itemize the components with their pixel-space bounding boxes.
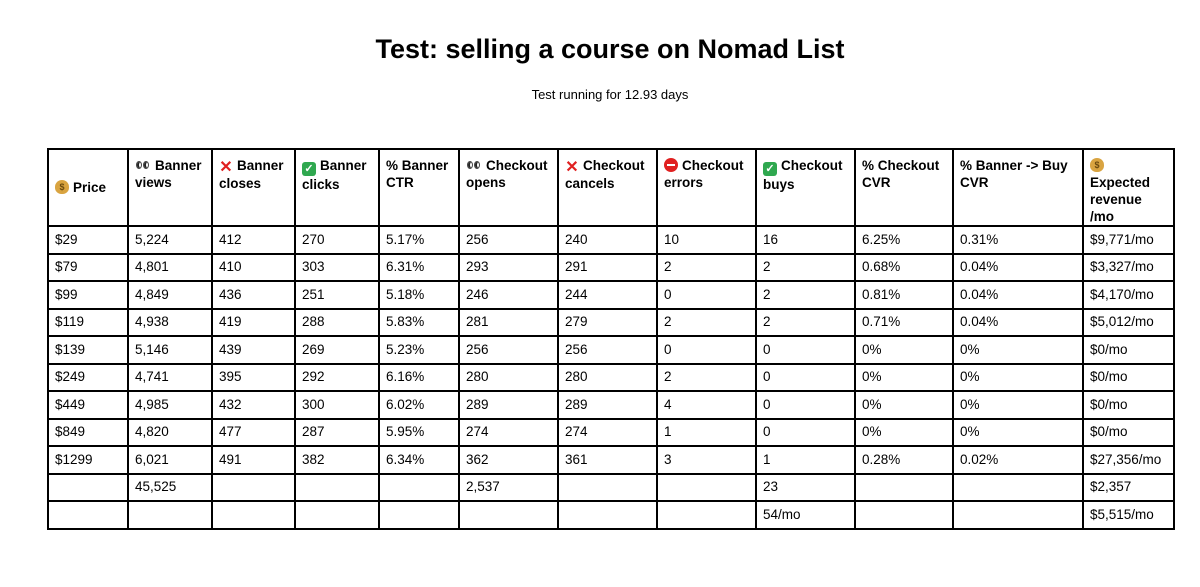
table-cell: 2	[756, 254, 855, 282]
table-cell: $5,515/mo	[1083, 501, 1174, 529]
table-row	[48, 309, 1174, 337]
page-title: Test: selling a course on Nomad List	[375, 34, 845, 64]
no-entry-icon	[664, 158, 678, 172]
table-cell	[295, 474, 379, 502]
table-row	[48, 364, 1174, 392]
table-cell: 436	[212, 281, 295, 309]
table-cell: $0/mo	[1083, 391, 1174, 419]
table-cell: $79	[48, 254, 128, 282]
table-cell: 0	[756, 391, 855, 419]
header-banner-views	[128, 149, 212, 226]
table-monthly-row	[48, 501, 1174, 529]
table-cell: 0%	[855, 336, 953, 364]
table-cell: 419	[212, 309, 295, 337]
table-cell: 274	[459, 419, 558, 447]
table-cell: 5.95%	[379, 419, 459, 447]
table-cell: 303	[295, 254, 379, 282]
table-cell: 0.31%	[953, 226, 1083, 254]
table-cell: 274	[558, 419, 657, 447]
table-cell: 4,985	[128, 391, 212, 419]
table-cell: $5,012/mo	[1083, 309, 1174, 337]
table-cell: 1	[657, 419, 756, 447]
table-cell: 5.17%	[379, 226, 459, 254]
header-label: Checkout opens	[466, 158, 548, 190]
table-cell: 246	[459, 281, 558, 309]
table-cell: 280	[459, 364, 558, 392]
table-cell: 2,537	[459, 474, 558, 502]
table-cell: 0	[657, 336, 756, 364]
table-cell: 0%	[953, 391, 1083, 419]
table-cell: 491	[212, 446, 295, 474]
header-banner-ctr	[379, 149, 459, 226]
table-cell: 292	[295, 364, 379, 392]
header-banner-buy-cvr	[953, 149, 1083, 226]
header-price	[48, 149, 128, 226]
table-cell: 477	[212, 419, 295, 447]
table-cell: 412	[212, 226, 295, 254]
header-checkout-cvr	[855, 149, 953, 226]
table-cell: $27,356/mo	[1083, 446, 1174, 474]
table-cell: 5.23%	[379, 336, 459, 364]
table-cell: 0	[756, 419, 855, 447]
table-cell	[212, 474, 295, 502]
check-mark-icon: ✓	[763, 162, 777, 176]
table-cell: 2	[657, 364, 756, 392]
table-cell: 2	[657, 254, 756, 282]
table-cell: 251	[295, 281, 379, 309]
header-banner-closes	[212, 149, 295, 226]
table-cell: 4,938	[128, 309, 212, 337]
table-cell: 410	[212, 254, 295, 282]
table-cell: 1	[756, 446, 855, 474]
table-cell	[657, 474, 756, 502]
header-checkout-cancels	[558, 149, 657, 226]
table-cell: 0%	[855, 364, 953, 392]
table-cell: 293	[459, 254, 558, 282]
table-cell: 291	[558, 254, 657, 282]
table-cell	[48, 501, 128, 529]
table-cell: 300	[295, 391, 379, 419]
table-row	[48, 254, 1174, 282]
table-cell	[379, 474, 459, 502]
table-header-row	[48, 149, 1174, 226]
header-expected-revenue	[1083, 149, 1174, 226]
table-row	[48, 336, 1174, 364]
table-cell: 0%	[953, 336, 1083, 364]
table-cell	[379, 501, 459, 529]
table-cell: 270	[295, 226, 379, 254]
table-cell: $0/mo	[1083, 419, 1174, 447]
table-cell: 382	[295, 446, 379, 474]
table-cell: 0.68%	[855, 254, 953, 282]
table-cell: $9,771/mo	[1083, 226, 1174, 254]
table-cell: 287	[295, 419, 379, 447]
table-cell: 3	[657, 446, 756, 474]
table-cell: 5,146	[128, 336, 212, 364]
table-row	[48, 391, 1174, 419]
table-cell: 0	[756, 336, 855, 364]
cross-mark-icon: ✕	[219, 159, 233, 176]
table-cell: $3,327/mo	[1083, 254, 1174, 282]
table-cell: 289	[459, 391, 558, 419]
header-label: % Banner CTR	[386, 158, 449, 190]
header-label: Price	[73, 180, 107, 195]
table-cell: 54/mo	[756, 501, 855, 529]
table-cell: 0%	[855, 419, 953, 447]
table-cell: 6,021	[128, 446, 212, 474]
header-checkout-errors	[657, 149, 756, 226]
table-cell: 2	[657, 309, 756, 337]
header-label: Checkout cancels	[565, 158, 645, 191]
table-body	[48, 226, 1174, 529]
header-label: Checkout buys	[763, 158, 843, 192]
header-label: Checkout errors	[664, 158, 744, 190]
table-cell: 6.16%	[379, 364, 459, 392]
header-checkout-buys	[756, 149, 855, 226]
table-totals-row	[48, 474, 1174, 502]
table-cell	[558, 501, 657, 529]
table-cell: 4	[657, 391, 756, 419]
table-cell: 244	[558, 281, 657, 309]
table-cell	[558, 474, 657, 502]
header-label: Banner views	[135, 158, 202, 190]
table-cell: 0%	[855, 391, 953, 419]
table-cell: 10	[657, 226, 756, 254]
table-cell: 2	[756, 281, 855, 309]
table-cell: $0/mo	[1083, 336, 1174, 364]
table-cell	[953, 501, 1083, 529]
table-cell: 432	[212, 391, 295, 419]
table-cell: 4,741	[128, 364, 212, 392]
table-row	[48, 446, 1174, 474]
table-cell: 0.02%	[953, 446, 1083, 474]
money-bag-icon	[1090, 158, 1104, 172]
table-row	[48, 281, 1174, 309]
table-cell: 240	[558, 226, 657, 254]
table-cell: 5,224	[128, 226, 212, 254]
check-mark-icon: ✓	[302, 162, 316, 176]
results-table	[47, 148, 1175, 530]
table-cell: 256	[558, 336, 657, 364]
table-cell: 281	[459, 309, 558, 337]
table-cell: 0%	[953, 364, 1083, 392]
table-cell: 0.81%	[855, 281, 953, 309]
table-cell: 6.02%	[379, 391, 459, 419]
table-cell: 23	[756, 474, 855, 502]
table-cell: 16	[756, 226, 855, 254]
table-cell: 0	[657, 281, 756, 309]
table-cell: 0.04%	[953, 309, 1083, 337]
header-banner-clicks	[295, 149, 379, 226]
table-cell	[212, 501, 295, 529]
table-cell: 289	[558, 391, 657, 419]
table-cell	[855, 501, 953, 529]
table-cell: 0.04%	[953, 254, 1083, 282]
table-cell	[459, 501, 558, 529]
header-label: % Checkout CVR	[862, 158, 940, 190]
page-subtitle: Test running for 12.93 days	[531, 87, 689, 102]
table-row	[48, 226, 1174, 254]
table-cell	[128, 501, 212, 529]
table-row	[48, 419, 1174, 447]
table-cell: 279	[558, 309, 657, 337]
table-cell: 395	[212, 364, 295, 392]
table-cell: $29	[48, 226, 128, 254]
table-cell: 288	[295, 309, 379, 337]
table-cell: $849	[48, 419, 128, 447]
table-cell: $1299	[48, 446, 128, 474]
header-label: Banner clicks	[302, 158, 367, 192]
table-cell: 0%	[953, 419, 1083, 447]
table-cell: 0	[756, 364, 855, 392]
eyes-icon	[466, 158, 482, 172]
table-cell: 45,525	[128, 474, 212, 502]
eyes-icon	[135, 158, 151, 172]
table-cell: $4,170/mo	[1083, 281, 1174, 309]
table-cell: $0/mo	[1083, 364, 1174, 392]
table-cell: $249	[48, 364, 128, 392]
table-cell: 4,801	[128, 254, 212, 282]
table-cell: 5.83%	[379, 309, 459, 337]
table-cell: 6.25%	[855, 226, 953, 254]
header-label: Banner closes	[219, 158, 284, 191]
header-label: % Banner -> Buy CVR	[960, 158, 1068, 190]
header-checkout-opens	[459, 149, 558, 226]
table-cell: $139	[48, 336, 128, 364]
table-cell: $119	[48, 309, 128, 337]
table-cell: 0.04%	[953, 281, 1083, 309]
table-cell: $99	[48, 281, 128, 309]
table-cell: 439	[212, 336, 295, 364]
table-cell: 0.71%	[855, 309, 953, 337]
table-cell: 5.18%	[379, 281, 459, 309]
table-cell: 4,820	[128, 419, 212, 447]
money-bag-icon	[55, 180, 69, 194]
table-cell: 2	[756, 309, 855, 337]
table-cell: 6.31%	[379, 254, 459, 282]
cross-mark-icon: ✕	[565, 159, 579, 176]
table-cell	[48, 474, 128, 502]
table-cell	[657, 501, 756, 529]
table-cell: 361	[558, 446, 657, 474]
table-cell: 256	[459, 226, 558, 254]
table-cell: 4,849	[128, 281, 212, 309]
table-cell: 280	[558, 364, 657, 392]
table-cell: 256	[459, 336, 558, 364]
header-label: Expected revenue /mo	[1090, 175, 1151, 224]
table-cell: 269	[295, 336, 379, 364]
table-cell	[295, 501, 379, 529]
table-cell: 362	[459, 446, 558, 474]
table-cell: 0.28%	[855, 446, 953, 474]
table-cell: $449	[48, 391, 128, 419]
table-cell	[953, 474, 1083, 502]
table-cell: $2,357	[1083, 474, 1174, 502]
table-cell: 6.34%	[379, 446, 459, 474]
table-cell	[855, 474, 953, 502]
